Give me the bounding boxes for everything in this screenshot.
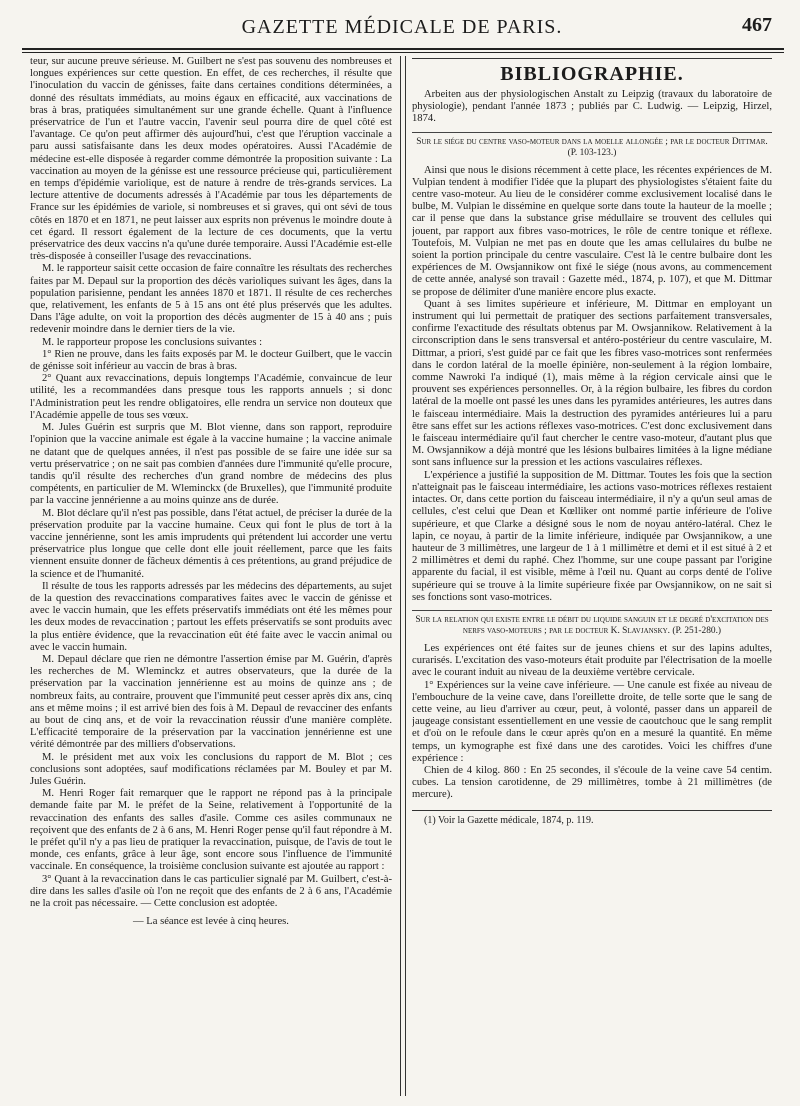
paragraph: Chien de 4 kilog. 860 : En 25 secondes, il s'écoule de la veine cave 54 centim. cubes. La tension carotidenne, de 29 millimètres, tombe à 21 millimètres (de mercure). xyxy=(412,764,772,801)
right-column xyxy=(412,56,772,1096)
footnote-rule xyxy=(412,810,772,811)
paragraph: Il résulte de tous les rapports adressés par les médecins des départements, au sujet de la question des revaccinations comparatives faites avec le vaccin de génisse et avec le vaccin humain, que les effets préservatifs immédiats ont été les mêmes pour les deux modes de revaccination ; partout les effets préservatifs se sont produits avec la plus entière évidence, que la revaccination eût été faite avec le vaccin animal ou avec le vaccin humain. xyxy=(30,580,392,653)
paragraph: 3° Quant à la revaccination dans le cas particulier signalé par M. Guilbert, c'est-à-dire dans les salles d'asile où l'on ne reçoit que des enfants de 2 à 6 ans, l'Académie ne la croit pas nécessaire. — Cette conclusion est adoptée. xyxy=(30,873,392,910)
paragraph: 2° Quant aux revaccinations, depuis longtemps l'Académie, convaincue de leur utilité, les a recommandées dans presque tous les rapports annuels ; si donc l'Administration peut les rendre obligatoires, elle rendra un service non douteux que l'Académie appelle de tous ses vœux. xyxy=(30,373,392,421)
article-subheading: Sur la relation qui existe entre le débit du liquide sanguin et le degré d'excitation des nerfs vaso-moteurs ; par le docteur K. Slavjansky. (P. 251-280.) xyxy=(412,610,772,637)
paragraph: M. Jules Guérin est surpris que M. Blot vienne, dans son rapport, reproduire l'opinion que la vaccine animale est égale à la vaccine humaine ; la vaccine animale ne datant que de quelques années, il n'est pas possible de se faire une idée sur sa vertu préservatrice ; on ne sait pas combien d'années dure l'immunité qu'elle procure, tandis qu'il résulte des recherches d'un grand nombre de médecins des plus compétents, en particulier de M. Wleminckx (de Bruxelles), que l'immunité produite par la vaccine jennérienne a au moins quinze ans de durée. xyxy=(30,422,392,507)
paragraph: Les expériences ont été faites sur de jeunes chiens et sur des lapins adultes, curarisés. L'excitation des vaso-moteurs était produite par l'électrisation de la moelle avec le courant induit au niveau de la deuxième vertèbre cervicale. xyxy=(412,642,772,679)
left-column xyxy=(30,56,392,1066)
running-head xyxy=(20,10,784,50)
paragraph: M. le rapporteur propose les conclusions suivantes : xyxy=(42,336,263,348)
paragraph: M. Blot déclare qu'il n'est pas possible, dans l'état actuel, de préciser la durée de la préservation produite par la vaccine humaine. Ceux qui font le plus de tort à la vaccine jennérienne, sont les amis imprudents qui prétendent lui accorder une vertu préservatrice plus longue que celle dont elle jouit réellement, parce que les faits viennent ensuite donner de fâcheux démentis à ces prétentions, au grand préjudice de la science et de l'humanité. xyxy=(30,507,392,580)
header-rule-thin xyxy=(22,52,784,53)
paragraph: M. Depaul déclare que rien ne démontre l'assertion émise par M. Guérin, d'après les recherches de M. Wleminckz et autres observateurs, que la durée de la préservation par la vaccination jennérienne est au moins de quinze ans ; de nombreux faits, au contraire, prouvent que l'immunité peut cesser après dix ans, cinq ans et même moins ; il est arrivé bien des fois à M. Depaul de revacciner des enfants au bout de cinq ans, et de voir la revaccination réussir d'une manière complète. L'efficacité temporaire de la préservation par la vaccination jennérienne est une vérité démontrée par des milliers d'observations. xyxy=(30,653,392,751)
paragraph: M. Henri Roger fait remarquer que le rapport ne répond pas à la principale demande faite par M. le préfet de la Seine, relativement à l'opportunité de la revaccination des enfants des salles d'asile. Comme ces asiles communaux ne reçoivent que des enfants de 2 à 6 ans, M. Henri Roger pense qu'il faut répondre à M. le préfet qu'il n'y a pas lieu de pratiquer la revaccination, puisque, de l'avis de tout le monde, ces enfants, grâce à leur âge, sont encore sous l'influence de l'immunité vaccinale. En conséquence, la troisième conclusion suivante est ajoutée au rapport : xyxy=(30,788,392,873)
journal-title: GAZETTE MÉDICALE DE PARIS. xyxy=(241,16,563,38)
paragraph: 1° Expériences sur la veine cave inférieure. — Une canule est fixée au niveau de l'embouchure de la veine cave, dans l'oreillette droite, de telle sorte que le sang de cette veine, au lieu d'arriver au cœur, peut, à volonté, passer dans un appareil de jaugeage consistant essentiellement en une vessie de caoutchouc que le sang remplit et d'où on le refoule dans le cœur après qu'on en a mesuré la quantité. En même temps, un kymographe est fixé dans une des carotides. Voici les chiffres d'une expérience : xyxy=(412,679,772,764)
page-number: 467 xyxy=(742,14,772,36)
column-divider xyxy=(400,56,406,1096)
paragraph: M. le rapporteur saisit cette occasion de faire connaître les résultats des recherches faites par M. Depaul sur la proportion des décès varioliques suivant les âges, dans la population parisienne, pendant les années 1870 et 1871. Il résulte de ces recherches que, relativement, les enfants de 5 à 15 ans ont été plus préservés que les adultes. Dans l'âge adulte, on voit la proportion des décès augmenter de 15 à 40 ans ; puis redevenir moindre dans le dernier tiers de la vie. xyxy=(30,263,392,336)
bibliography-entry: Arbeiten aus der physiologischen Anstalt zu Leipzig (travaux du laboratoire de physiologie), pendant l'année 1873 ; publiés par C. Ludwig. — Leipzig, Hirzel, 1874. xyxy=(412,89,772,125)
section-rule xyxy=(412,58,772,59)
paragraph: Ainsi que nous le disions récemment à cette place, les récentes expériences de M. Vulpian tendent à modifier l'idée que la plupart des physiologistes s'étaient faite du centre vaso-moteur. Au lieu de le considérer comme exclusivement localisé dans le bulbe, M. Vulpian le dissémine en quelque sorte dans toute la hauteur de la moelle ; car il pense que dans la substance grise médullaire se trouvent des cellules qui jouent, par rapport aux fibres vaso-motrices, le rôle de centre tonique et réflexe. Toutefois, M. Vulpian ne met pas en doute que les amas cellulaires du bulbe ne soient la portion principale du centre vasculaire. C'est là le centre bulbaire dont les expériences de M. Owsjannikow ont fixé le siége (nous avons, au commencement de cette année, analysé son travail : Gazette méd., 1874, p. 107), et que M. Dittmar se propose de délimiter d'une manière encore plus exacte. xyxy=(412,164,772,298)
section-title: BIBLIOGRAPHIE. xyxy=(500,63,684,85)
paragraph: Quant à ses limites supérieure et inférieure, M. Dittmar en employant un instrument qui lui permettait de pratiquer des sections parfaitement transversales, confirme l'exactitude des résultats obtenus par M. Owsjannikow. Relativement à la circonscription dans le sens transversal et antéro-postérieur du centre vasculaire, M. Dittmar, a priori, s'est guidé par ce fait que les fibres vaso-motrices sont renfermées dans le cordon latéral de la moelle épinière, non-seulement à la région lombaire, comme Nawroki l'a indiqué (1), mais même à la région cervicale ainsi que le prouvent ses expériences personnelles. Or, à la région bulbaire, les fibres du cordon latéral de la moelle ont passé les unes dans les pyramides antérieures, les autres dans le faisceau intermédiaire. Mais la destruction des pyramides antérieures lui a paru être sans effet sur les actions réflexes vaso-motrices. C'est donc exclusivement dans le faisceau intermédiaire qu'il faut chercher le centre vaso-moteur, d'autant plus que M. Owsjannikow a déjà montré que les lésions bulbaires limitées à la ligne médiane sont sans influence sur la pression et les actions vasculaires réflexes. xyxy=(412,298,772,469)
paragraph: L'expérience a justifié la supposition de M. Dittmar. Toutes les fois que la section n'atteignait pas le faisceau intermédiaire, les actions vaso-motrices réflexes restaient intactes. Or, dans cette portion du faisceau intermédiaire, il n'y a qu'un seul amas de cellules, c'est celui que Dean et Kœlliker ont nommé partie inférieure de l'olive supérieure, et que Clarke a désigné sous le nom de noyau antéro-latéral. Chez le lapin, ce noyau, à partir de la limite inférieure, indiquée par Owsjannikow, a une hauteur de 3 millimètres, une largeur de 1 à 1 millimètre et demi et il est situé à 2 et 2 millimètres et demi du raphé. Chez l'homme, sur une coupe passant par l'origine apparente du facial, il est visible, même à l'œil nu. Quant au corps denté de l'olive supérieure qui se trouve à la limite supérieure fixée par Owsjannikow, on ne sait si ses fonctions sont vaso-motrices. xyxy=(412,469,772,603)
article-subheading: Sur le siége du centre vaso-moteur dans la moelle allongée ; par le docteur Dittmar. (P. 103-123.) xyxy=(412,132,772,159)
footnote: (1) Voir la Gazette médicale, 1874, p. 119. xyxy=(424,814,594,826)
paragraph: 1° Rien ne prouve, dans les faits exposés par M. le docteur Guilbert, que le vaccin de génisse soit inférieur au vaccin de bras à bras. xyxy=(30,348,392,373)
session-closing: — La séance est levée à cinq heures. xyxy=(133,916,289,928)
paragraph: M. le président met aux voix les conclusions du rapport de M. Blot ; ces conclusions sont adoptées, sauf modifications réclamées par M. Bouley et par M. Jules Guérin. xyxy=(30,751,392,787)
paragraph: teur, sur aucune preuve sérieuse. M. Guilbert ne s'est pas souvenu des nombreuses et longues expériences sur cette question. En effet, de ces recherches, il résulte que l'inoculation du vaccin de génisses, faite dans certaines conditions déterminées, a donné des résultats immédiats, au moins égaux en efficacité, aux vaccinations de bras à bras, pratiquées simultanément sur une grande échelle. Quant à l'influence préservatrice de l'un et l'autre vaccin, l'avenir seul pourra dire de quel côté est l'avantage. Ce qu'on peut affirmer dès aujourd'hui, c'est que l'éruption vaccinale a paru aussi satisfaisante dans les deux modes opératoires. Aussi l'Académie de médecine est-elle disposée à regarder comme démontrée la proposition suivante : La vaccination au moyen de la génisse est une ressource précieuse qui, particulièrement en temps d'épidémie variolique, est de nature à rendre de très-grands services. La lecture attentive de documents adressés à l'Académie par tous les départements de France sur les épidémies de variole, si nombreuses et si graves, qui ont sévi de tous côtés en 1870 et en 1871, ne peut laisser aux esprits non prévenus le moindre doute à cet égard. Il ressort également de la lecture de ces documents, que la vertu préservatrice des deux vaccins n'a qu'une durée temporaire. Aussi l'Académie est-elle très-disposée à conseiller l'usage des revaccinations. xyxy=(30,56,392,263)
header-rule xyxy=(22,48,784,50)
